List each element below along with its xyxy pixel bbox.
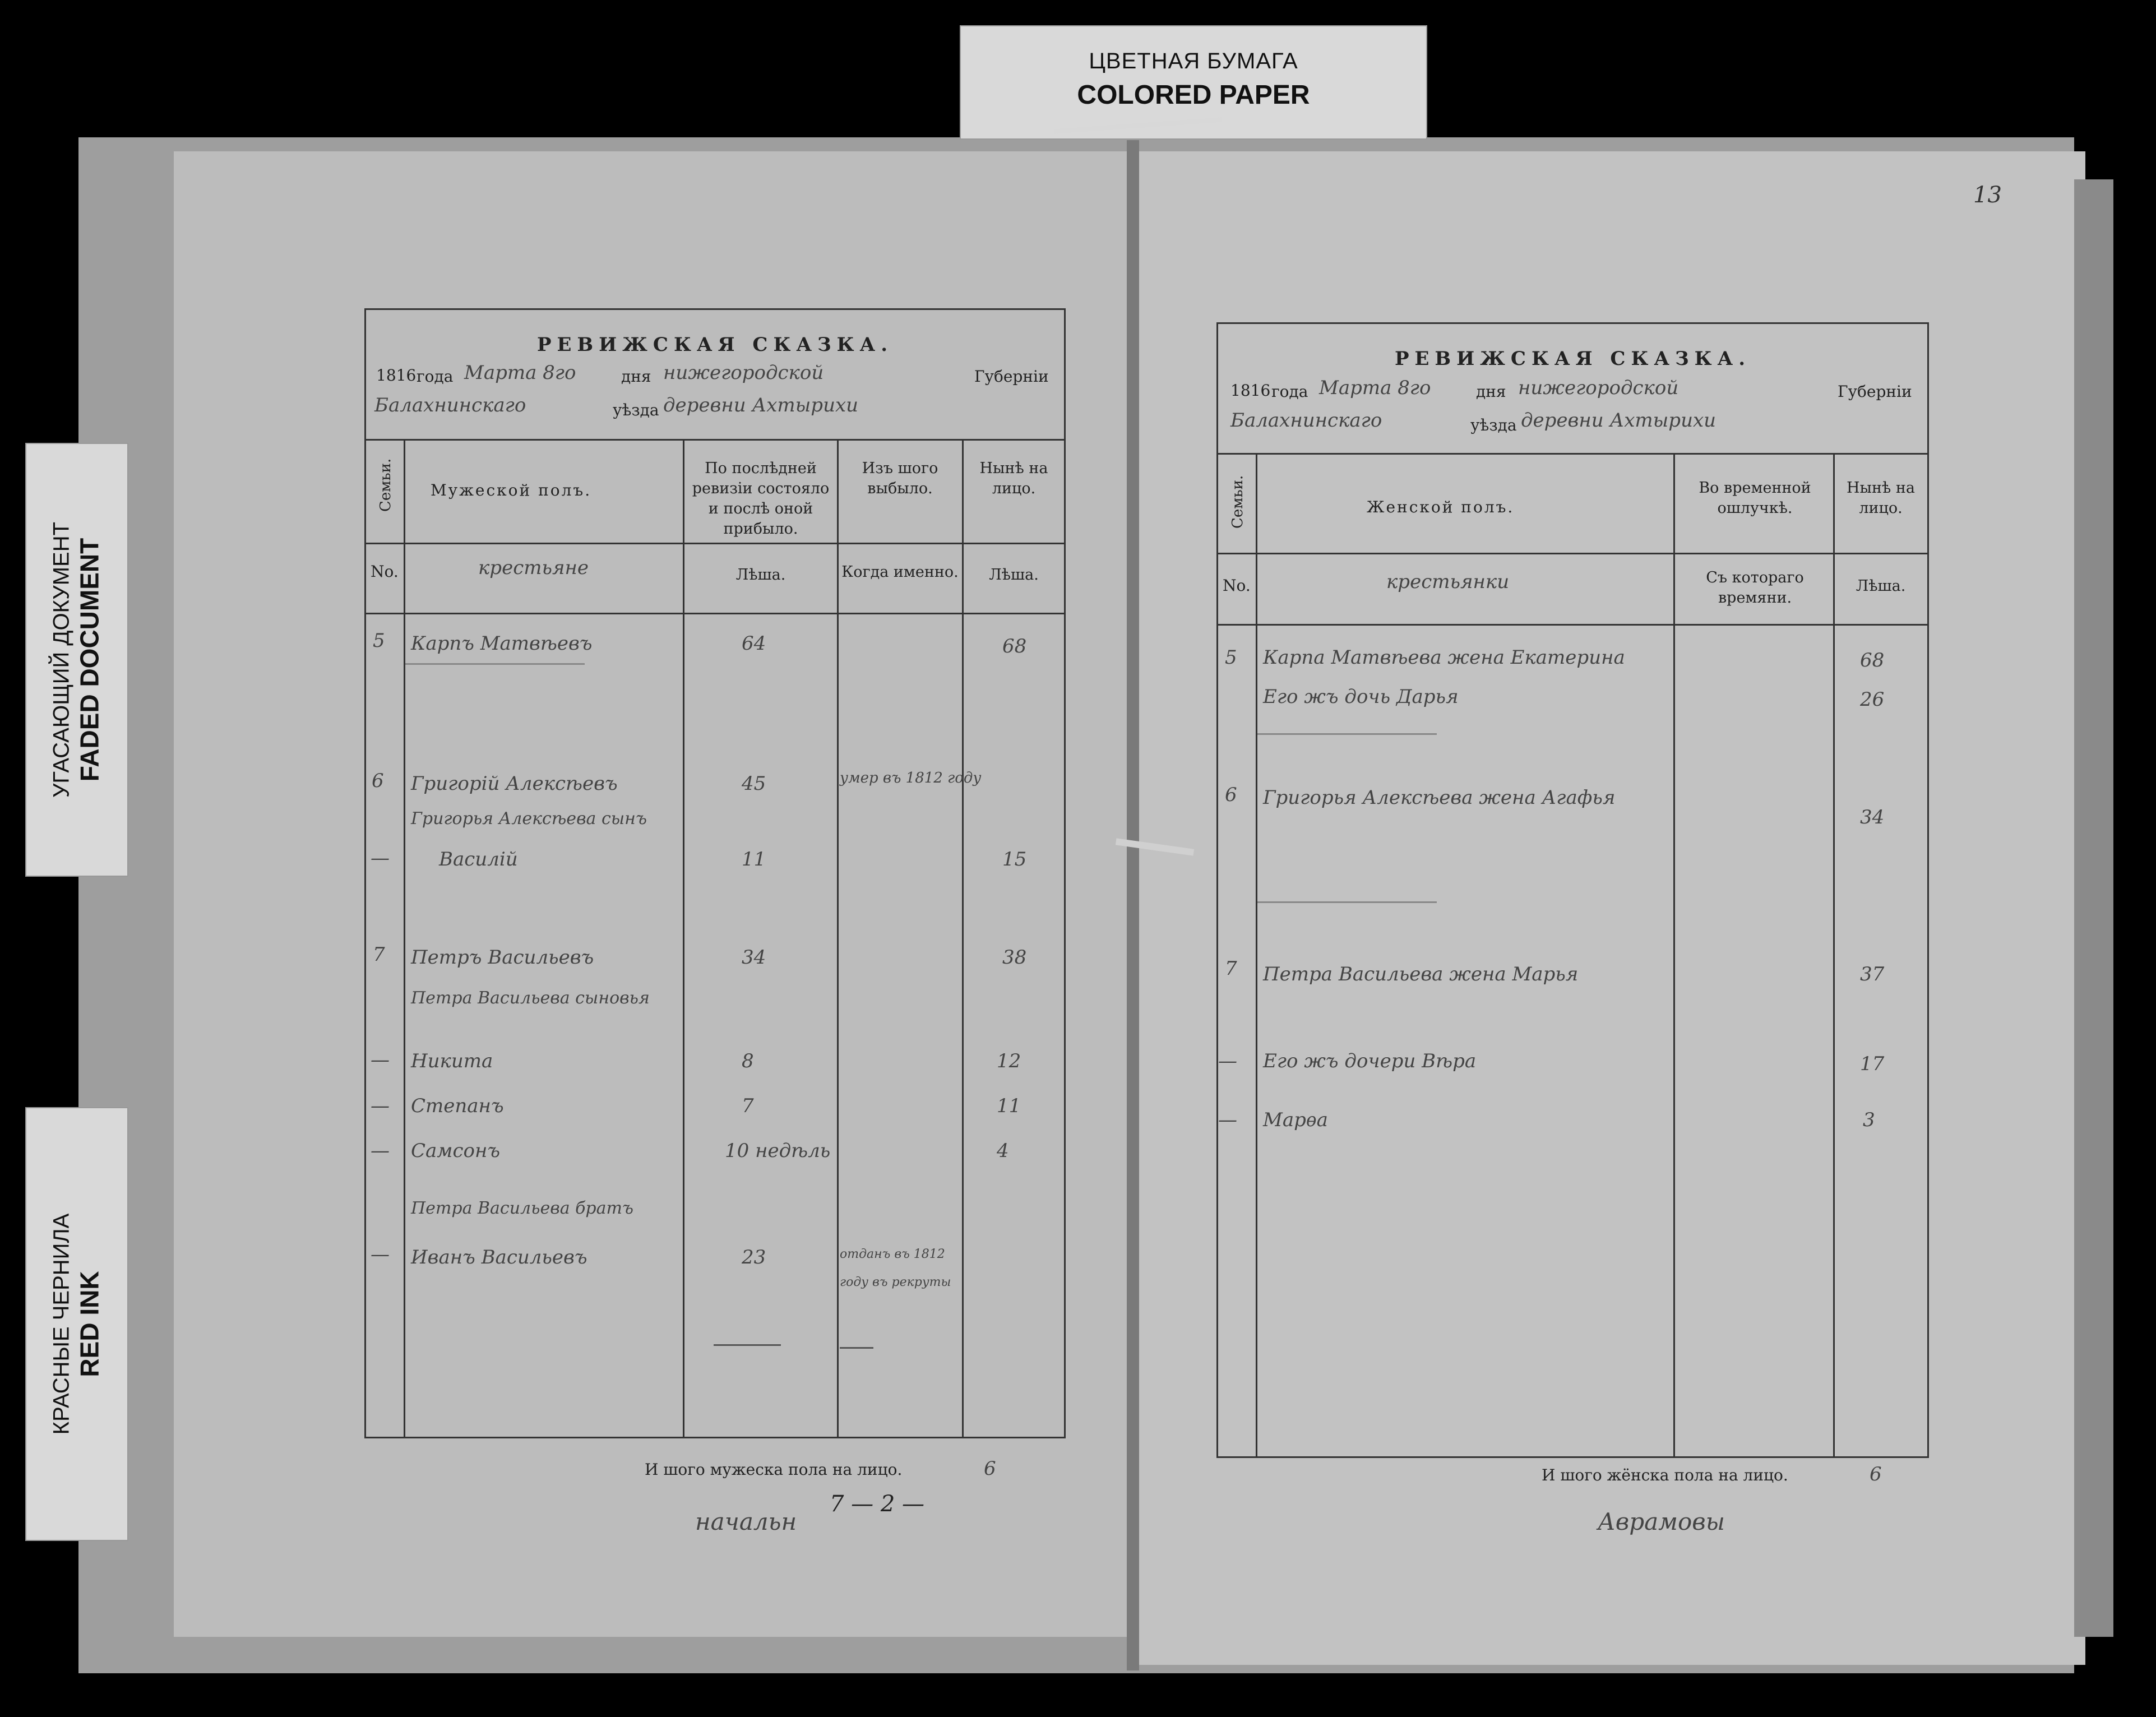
left-col-line-4	[962, 439, 964, 1437]
left-form-title: РЕВИЖСКАЯ СКАЗКА.	[536, 334, 894, 356]
left-col-now: Нынѣ на лицо.	[979, 460, 1048, 497]
right-row-now: 68	[1860, 649, 1885, 672]
left-header-rule	[366, 439, 1064, 441]
left-col-left: Изъ шого выбыло.	[862, 460, 938, 497]
left-row-name: Степанъ	[411, 1095, 504, 1117]
left-row-num: —	[371, 1095, 390, 1117]
left-row-now: 38	[1002, 946, 1027, 969]
left-gov-hw: нижегородской	[663, 362, 824, 384]
left-day-word: дня	[621, 367, 651, 386]
right-row-sep	[1257, 901, 1437, 903]
left-body-rule	[366, 613, 1064, 614]
left-bottom-hw2: 7 — 2 —	[830, 1491, 925, 1517]
left-col-family: Семьи.	[377, 458, 394, 512]
right-form-title: РЕВИЖСКАЯ СКАЗКА.	[1394, 348, 1751, 370]
right-row-num: —	[1218, 1109, 1237, 1131]
right-col-line-1	[1256, 453, 1257, 1456]
right-row-num: 6	[1225, 784, 1237, 806]
left-col-gender-hw: крестьяне	[478, 557, 589, 579]
left-uezd-hw: Балахнинскаго	[374, 394, 526, 416]
red-ink-tag	[25, 1107, 128, 1541]
right-body-rule	[1218, 624, 1927, 626]
left-row-left: отданъ въ 1812 году въ рекруты	[840, 1247, 951, 1289]
right-total-value: 6	[1870, 1463, 1882, 1485]
right-form	[1216, 322, 1929, 1458]
left-total-label: И шого мужеска пола на лицо.	[645, 1460, 903, 1479]
left-row-prev: 34	[742, 946, 766, 969]
left-form	[364, 308, 1066, 1438]
right-row-name: Марѳа	[1263, 1109, 1328, 1131]
red-ink-ru: КРАСНЫЕ ЧЕРНИЛА	[49, 1213, 74, 1435]
left-sub-years2: Лѣша.	[989, 566, 1039, 584]
left-row-now: 68	[1002, 635, 1027, 658]
left-row-name: Иванъ Васильевъ	[411, 1246, 587, 1269]
left-row-name: Григорiй Алексѣевъ	[411, 772, 618, 795]
left-row-prev: 10 недѣль	[725, 1140, 831, 1162]
right-row-num: 5	[1225, 646, 1237, 669]
left-total-value: 6	[984, 1457, 996, 1480]
right-row-num: 7	[1225, 957, 1237, 980]
right-gov-hw: нижегородской	[1518, 377, 1679, 399]
right-row-now: 17	[1860, 1053, 1885, 1075]
right-row-name: Петра Васильева жена Марья	[1263, 963, 1579, 985]
red-ink-en: RED INK	[75, 1271, 104, 1377]
left-row-num: —	[371, 847, 390, 869]
left-row-sep	[840, 1347, 873, 1349]
right-total-label: И шого жёнска пола на лицо.	[1542, 1466, 1788, 1484]
left-col-no: No.	[371, 562, 399, 581]
left-row-prev: 8	[742, 1050, 754, 1072]
right-uezd-word: уѣзда	[1470, 416, 1517, 434]
right-sub-since: Съ которaго времяни.	[1706, 569, 1804, 607]
left-row-name: Петръ Васильевъ	[411, 946, 594, 969]
right-row-now: 37	[1860, 963, 1885, 985]
left-row-now: 15	[1002, 848, 1027, 871]
left-col-line-3	[837, 439, 839, 1437]
colored-paper-ru: ЦВЕТНАЯ БУМАГА	[1089, 49, 1298, 73]
left-place-hw: деревни Ахтырихи	[663, 394, 859, 416]
right-row-name: Григорья Алексѣева жена Агафья	[1263, 786, 1616, 809]
right-row-name: Карпа Матвѣева жена Екатерина	[1263, 646, 1625, 669]
right-col-now: Нынѣ на лицо.	[1847, 479, 1915, 517]
right-col-no: No.	[1223, 576, 1251, 595]
left-row-now: 12	[997, 1050, 1021, 1072]
left-year-word: года	[417, 367, 454, 386]
right-day-word: дня	[1476, 382, 1506, 401]
right-year: 1816	[1230, 381, 1271, 400]
left-row-num: 6	[372, 770, 384, 792]
right-row-name: Его жъ дочери Вѣра	[1263, 1050, 1477, 1072]
right-month-hw: Марта 8го	[1319, 377, 1431, 399]
right-col-line-3	[1833, 453, 1835, 1456]
left-gov-word: Губерніи	[974, 367, 1049, 386]
left-row-num: —	[371, 1049, 390, 1071]
left-row-num: 5	[373, 630, 385, 652]
left-row-name: Петра Васильева сыновья	[411, 988, 650, 1008]
left-row-name: Никита	[411, 1050, 493, 1072]
right-year-word: года	[1271, 382, 1308, 401]
faded-document-en: FADED DOCUMENT	[75, 538, 104, 782]
left-row-left: умер въ 1812 году	[840, 770, 982, 786]
left-row-sep	[714, 1344, 781, 1346]
left-row-prev: 11	[742, 848, 766, 871]
faded-document-tag	[25, 443, 128, 877]
right-uezd-hw: Балахнинскаго	[1230, 409, 1382, 432]
left-row-prev: 64	[742, 632, 766, 655]
right-row-now: 34	[1860, 806, 1885, 829]
left-bottom-hw: начальн	[695, 1508, 797, 1535]
left-uezd-word: уѣзда	[613, 401, 659, 419]
right-col-family: Семьи.	[1229, 475, 1246, 529]
left-row-name: Григорья Алексѣева сынъ	[411, 809, 647, 829]
left-sub-when: Когда именно.	[841, 563, 959, 581]
right-col-line-2	[1673, 453, 1675, 1456]
left-month-hw: Марта 8го	[464, 362, 576, 384]
right-sub-years: Лѣша.	[1856, 577, 1906, 595]
right-row-now: 26	[1860, 688, 1885, 711]
right-row-sep	[1257, 733, 1437, 735]
left-row-num: 7	[373, 943, 385, 966]
right-header-rule	[1218, 453, 1927, 455]
right-col-gender-hw: крестьянки	[1386, 571, 1510, 593]
right-place-hw: деревни Ахтырихи	[1521, 409, 1717, 432]
right-subheader-rule	[1218, 553, 1927, 554]
left-col-last-rev: По послѣдней ревизіи состояло и послѣ оной прибыло.	[692, 460, 830, 538]
left-col-line-2	[683, 439, 684, 1437]
left-row-name: Василiй	[439, 848, 518, 871]
left-row-prev: 7	[742, 1095, 754, 1117]
left-year: 1816	[376, 366, 417, 385]
left-row-name: Самсонъ	[411, 1140, 501, 1162]
left-row-name: Петра Васильева братъ	[411, 1198, 633, 1218]
left-row-prev: 23	[742, 1246, 766, 1269]
left-sub-years1: Лѣша.	[735, 566, 786, 584]
left-row-now: 4	[997, 1140, 1009, 1162]
right-row-num: —	[1218, 1050, 1237, 1072]
right-row-name: Его жъ дочь Дарья	[1263, 686, 1459, 708]
left-row-name: Карпъ Матвѣевъ	[411, 632, 593, 655]
faded-document-ru: УГАСАЮЩИЙ ДОКУМЕНТ	[49, 521, 74, 798]
right-row-now: 3	[1863, 1109, 1875, 1131]
left-row-num: —	[371, 1140, 390, 1162]
right-bottom-hw: Аврамовы	[1598, 1508, 1725, 1535]
right-col-temp: Во временной ошлучкѣ.	[1699, 479, 1811, 517]
colored-paper-en: COLORED PAPER	[1077, 80, 1310, 110]
left-row-num: —	[371, 1243, 390, 1266]
right-gov-word: Губерніи	[1838, 382, 1912, 401]
left-col-line-1	[404, 439, 405, 1437]
left-col-gender: Мужеской полъ.	[431, 481, 592, 499]
left-row-now: 11	[997, 1095, 1021, 1117]
left-subheader-rule	[366, 543, 1064, 544]
page-number: 13	[1973, 182, 2002, 208]
left-row-prev: 45	[742, 772, 766, 795]
right-page-edge	[2074, 179, 2113, 1637]
page-gutter	[1127, 140, 1139, 1670]
right-col-gender: Женской полъ.	[1367, 498, 1515, 516]
left-row-sep	[405, 663, 585, 665]
